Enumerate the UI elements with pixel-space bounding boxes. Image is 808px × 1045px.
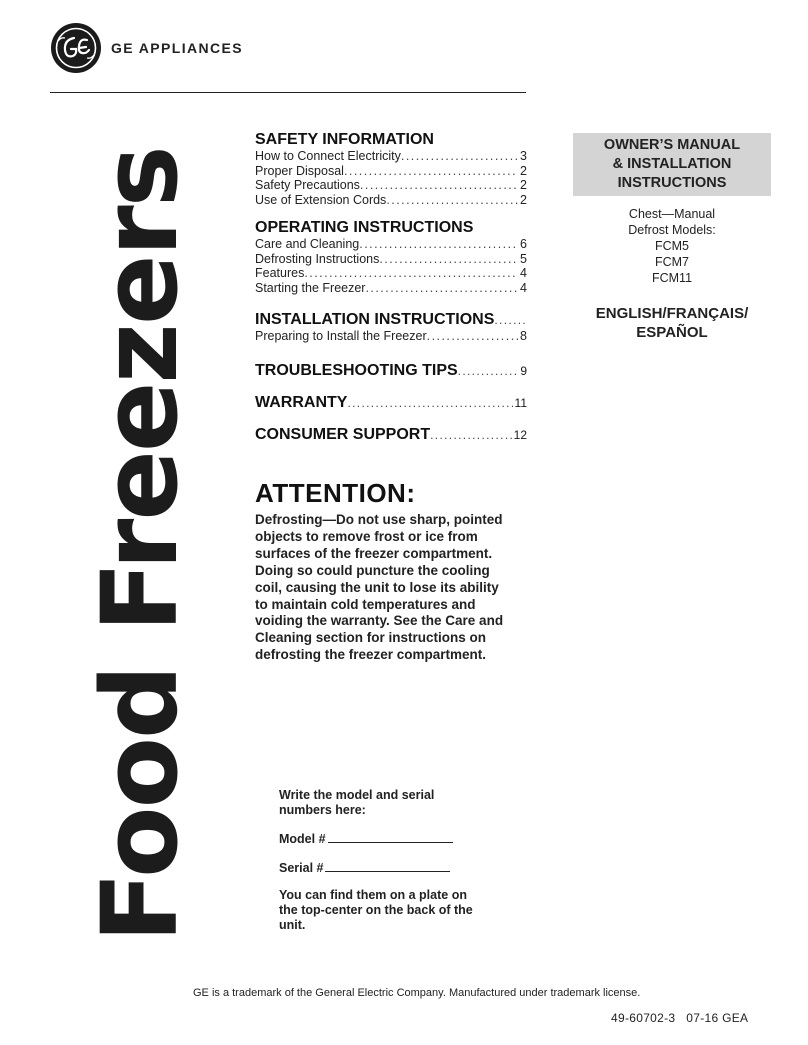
model-list: Chest—Manual Defrost Models: FCM5 FCM7 FCM11	[573, 206, 771, 286]
attention-heading: ATTENTION:	[255, 478, 416, 508]
table-of-contents	[255, 130, 527, 444]
model-number: FCM5	[654, 239, 690, 253]
toc-entry-warranty[interactable]: WARRANTY . . . 11	[255, 393, 527, 412]
toc-section-safety	[255, 130, 527, 208]
document-number: 49-60702-3 07-16 GEA	[611, 1011, 749, 1025]
toc-entry[interactable]: Preparing to Install the Freezer . . . 8	[255, 329, 527, 344]
brand-name: GE APPLIANCES	[111, 40, 244, 56]
toc-entry-troubleshooting[interactable]: TROUBLESHOOTING TIPS . . . 9	[255, 361, 527, 380]
toc-entry[interactable]: Features . . . 4	[255, 266, 527, 281]
trademark-notice: GE is a trademark of the General Electric Company. Manufactured under trademark license.	[193, 987, 641, 999]
toc-heading[interactable]: SAFETY INFORMATION	[255, 131, 434, 148]
attention-body: Defrosting—Do not use sharp, pointed objects to remove frost or ice from surfaces of the freezer compartment. Doing so could puncture the cooling coil, causing the unit to lose its ability to maintain cold temperatures and voiding the warranty. See the Care and Cleaning section for instructions on defrosting the freezer compartment.	[255, 512, 504, 663]
language-list: ENGLISH/FRANÇAIS/ ESPAÑOL	[595, 305, 749, 341]
toc-entry[interactable]: Proper Disposal . . . 2	[255, 164, 527, 179]
page-title: Food Freezers	[79, 147, 201, 943]
toc-section-operating	[255, 218, 527, 296]
serial-write-line[interactable]	[325, 859, 450, 872]
toc-heading: INSTALLATION INSTRUCTIONS	[255, 310, 495, 328]
toc-entry[interactable]: Defrosting Instructions . . . 5	[255, 252, 527, 267]
ge-monogram-icon	[50, 22, 102, 74]
toc-entry[interactable]: Use of Extension Cords . . . 2	[255, 193, 527, 208]
toc-entry[interactable]: How to Connect Electricity . . . 3	[255, 149, 527, 164]
model-write-line[interactable]	[328, 830, 453, 843]
model-number: FCM11	[651, 271, 693, 285]
record-intro: Write the model and serial numbers here:	[279, 788, 435, 817]
toc-heading-row[interactable]	[255, 310, 527, 329]
serial-field[interactable]: Serial #	[279, 859, 509, 876]
record-note: You can find them on a plate on the top-center on the back of the unit.	[279, 888, 473, 932]
model-number: FCM7	[654, 255, 690, 269]
toc-entry[interactable]: Care and Cleaning . . . 6	[255, 237, 527, 252]
toc-entry[interactable]: Starting the Freezer . . . 4	[255, 281, 527, 296]
manual-type-box: OWNER’S MANUAL & INSTALLATION INSTRUCTIONS	[573, 133, 771, 196]
toc-entry-consumer-support[interactable]: CONSUMER SUPPORT . . . 12	[255, 425, 527, 444]
toc-entry[interactable]: Safety Precautions . . . 2	[255, 178, 527, 193]
model-field[interactable]: Model #	[279, 830, 509, 847]
toc-section-installation	[255, 310, 527, 344]
header-rule	[50, 92, 526, 93]
toc-heading[interactable]: OPERATING INSTRUCTIONS	[255, 218, 474, 236]
model-serial-record	[279, 788, 509, 933]
